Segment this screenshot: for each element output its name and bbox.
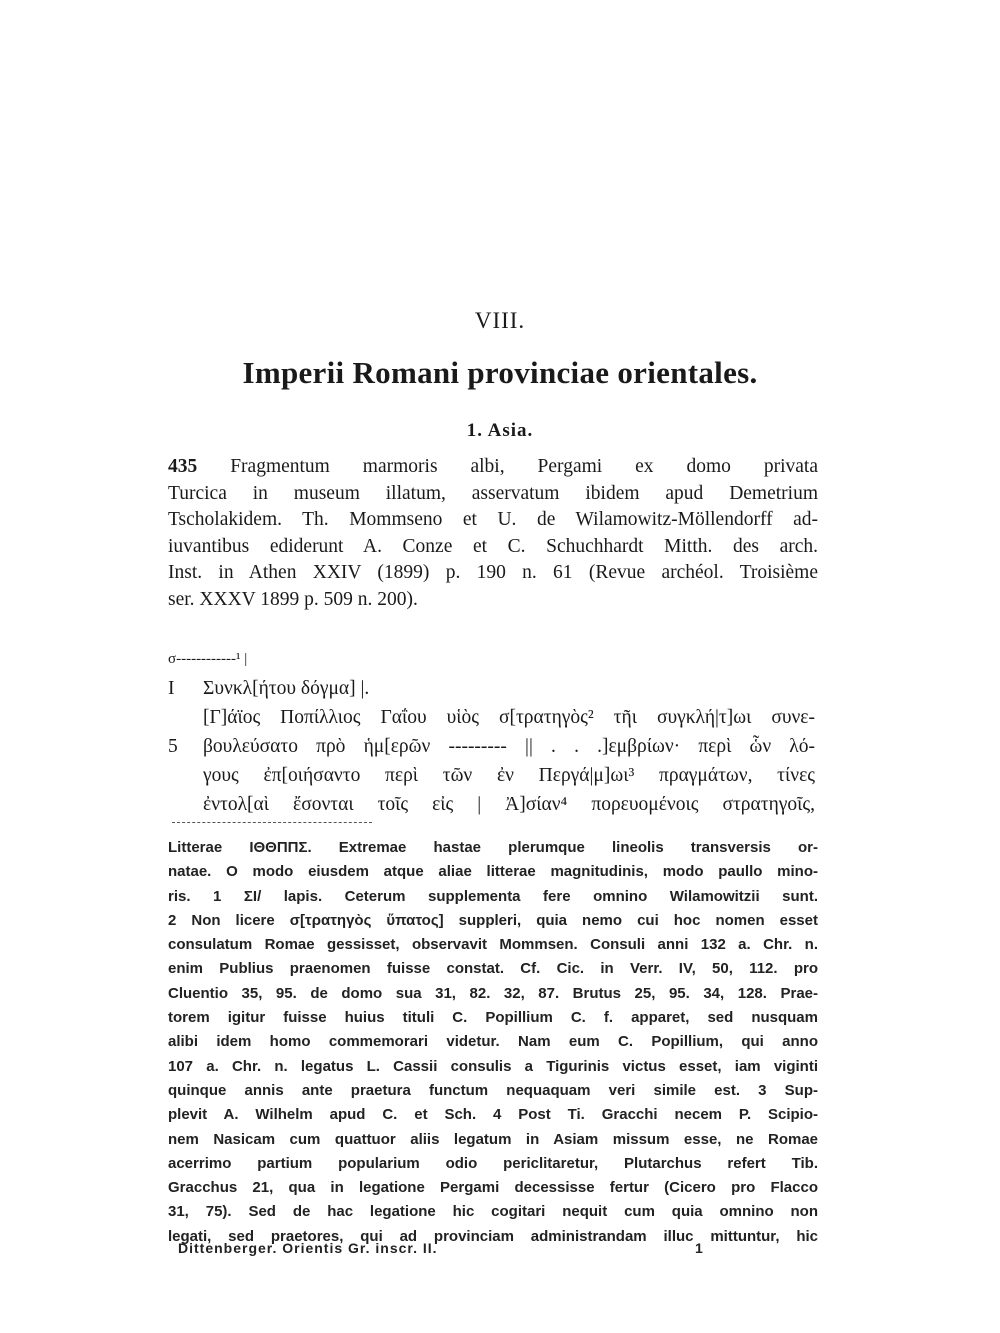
entry-line: Turcica in museum illatum, asservatum ibidem apud Demetrium [168, 482, 818, 504]
inscription-line [168, 674, 828, 703]
note-line: alibi idem homo commemorari videtur. Nam eum C. Popillium, qui anno [168, 1033, 818, 1051]
signature-mark: Dittenberger. Orientis Gr. inscr. II. [178, 1240, 438, 1256]
inscription-text: βουλεύσατο πρὸ ἡμ[ερῶν --------- || . . .]εμβρίων· περὶ ὧν λό- [203, 736, 815, 757]
note-line: 31, 75). Sed de hac legatione hic cogitari nequit cum quia omnino non [168, 1203, 818, 1221]
folio-number: 1 [695, 1240, 703, 1256]
note-line: Cluentio 35, 95. de domo sua 31, 82. 32, 87. Brutus 25, 95. 34, 128. Prae- [168, 984, 818, 1002]
entry-number: 435 [168, 456, 198, 477]
entry-line: Tscholakidem. Th. Mommseno et U. de Wilamowitz-Möllendorff ad- [168, 509, 818, 530]
line-marker: I [168, 678, 175, 699]
note-line: consulatum Romae gessisset, observavit Mommsen. Consuli anni 132 a. Chr. n. [168, 936, 818, 954]
note-line: plevit A. Wilhelm apud C. et Sch. 4 Post Ti. Gracchi necem P. Scipio- [168, 1106, 818, 1124]
inscription-text: γους ἐπ[οιήσαντο περὶ τῶν ἐν Περγά|μ]ωι³ πραγμάτων, τίνες [203, 765, 815, 786]
notes-divider [172, 822, 372, 823]
inscription-line [168, 732, 828, 761]
greek-inscription [168, 645, 828, 819]
inscription-text: [Γ]άϊος Ποπίλλιος Γαΐου υἱὸς σ[τρατηγὸς² τῆι συγκλή|τ]ωι συνε- [203, 707, 815, 728]
inscription-line [168, 790, 828, 819]
note-line: Litterae ΙΘΘΠΠΣ. Extremae hastae plerumque lineolis transversis or- [168, 839, 818, 856]
entry-line: Inst. in Athen XXIV (1899) p. 190 n. 61 (Revue archéol. Troisième [168, 562, 818, 583]
section-number: VIII. [474, 308, 526, 333]
entry-description [168, 454, 818, 613]
entry-line: ser. XXXV 1899 p. 509 n. 200). [168, 588, 418, 610]
footnotes [168, 836, 818, 1249]
note-line: Gracchus 21, qua in legatione Pergami decessisse fertur (Cicero pro Flacco [168, 1179, 818, 1197]
note-line: torem igitur fuisse huius tituli C. Popillium C. f. apparet, sed nusquam [168, 1009, 818, 1027]
note-line: 2 Non licere σ[τρατηγὸς ὕπατος] suppleri, quia nemo cui hoc nomen esset [168, 911, 818, 929]
inscription-line [168, 645, 828, 674]
entry-line [168, 454, 818, 481]
inscription-text: ἐντολ[αὶ ἔσονται τοῖς εἰς | Ἀ]σίαν⁴ πορευομένοις στρατηγοῖς, [203, 794, 815, 815]
inscription-line [168, 703, 828, 732]
note-line: quinque annis ante praetura functum nequaquam veri simile est. 3 Sup- [168, 1081, 818, 1099]
note-line: acerrimo partium popularium odio periclitaretur, Plutarchus refert Tib. [168, 1154, 818, 1172]
inscription-text: Συνκλ[ήτου δόγμα] |. [203, 678, 370, 699]
page-footer [178, 1240, 703, 1256]
note-line: ris. 1 ΣΙ/ lapis. Ceterum supplementa fere omnino Wilamowitzii sunt. [168, 887, 818, 905]
inscription-text: σ------------¹ | [168, 651, 248, 667]
entry-line-text: Fragmentum marmoris albi, Pergami ex domo privata [230, 456, 818, 477]
note-line: legati, sed praetores, qui ad provinciam administrandam illuc mittuntur, hic [168, 1227, 818, 1245]
page-title: Imperii Romani provinciae orientales. [242, 355, 758, 390]
note-line: 107 a. Chr. n. legatus L. Cassii consulis a Tigurinis victus esset, iam viginti [168, 1057, 818, 1075]
note-line: nem Nasicam cum quattuor aliis legatum in Asiam missum esse, ne Romae [168, 1130, 818, 1148]
note-line: natae. O modo eiusdem atque aliae litterae magnitudinis, modo paullo mino- [168, 863, 818, 881]
section-subtitle: 1. Asia. [466, 420, 534, 441]
inscription-line [168, 761, 828, 790]
line-marker: 5 [168, 736, 178, 757]
note-line: enim Publius praenomen fuisse constat. Cf. Cic. in Verr. IV, 50, 112. pro [168, 960, 818, 978]
entry-line: iuvantibus ediderunt A. Conze et C. Schuchhardt Mitth. des arch. [168, 535, 818, 557]
